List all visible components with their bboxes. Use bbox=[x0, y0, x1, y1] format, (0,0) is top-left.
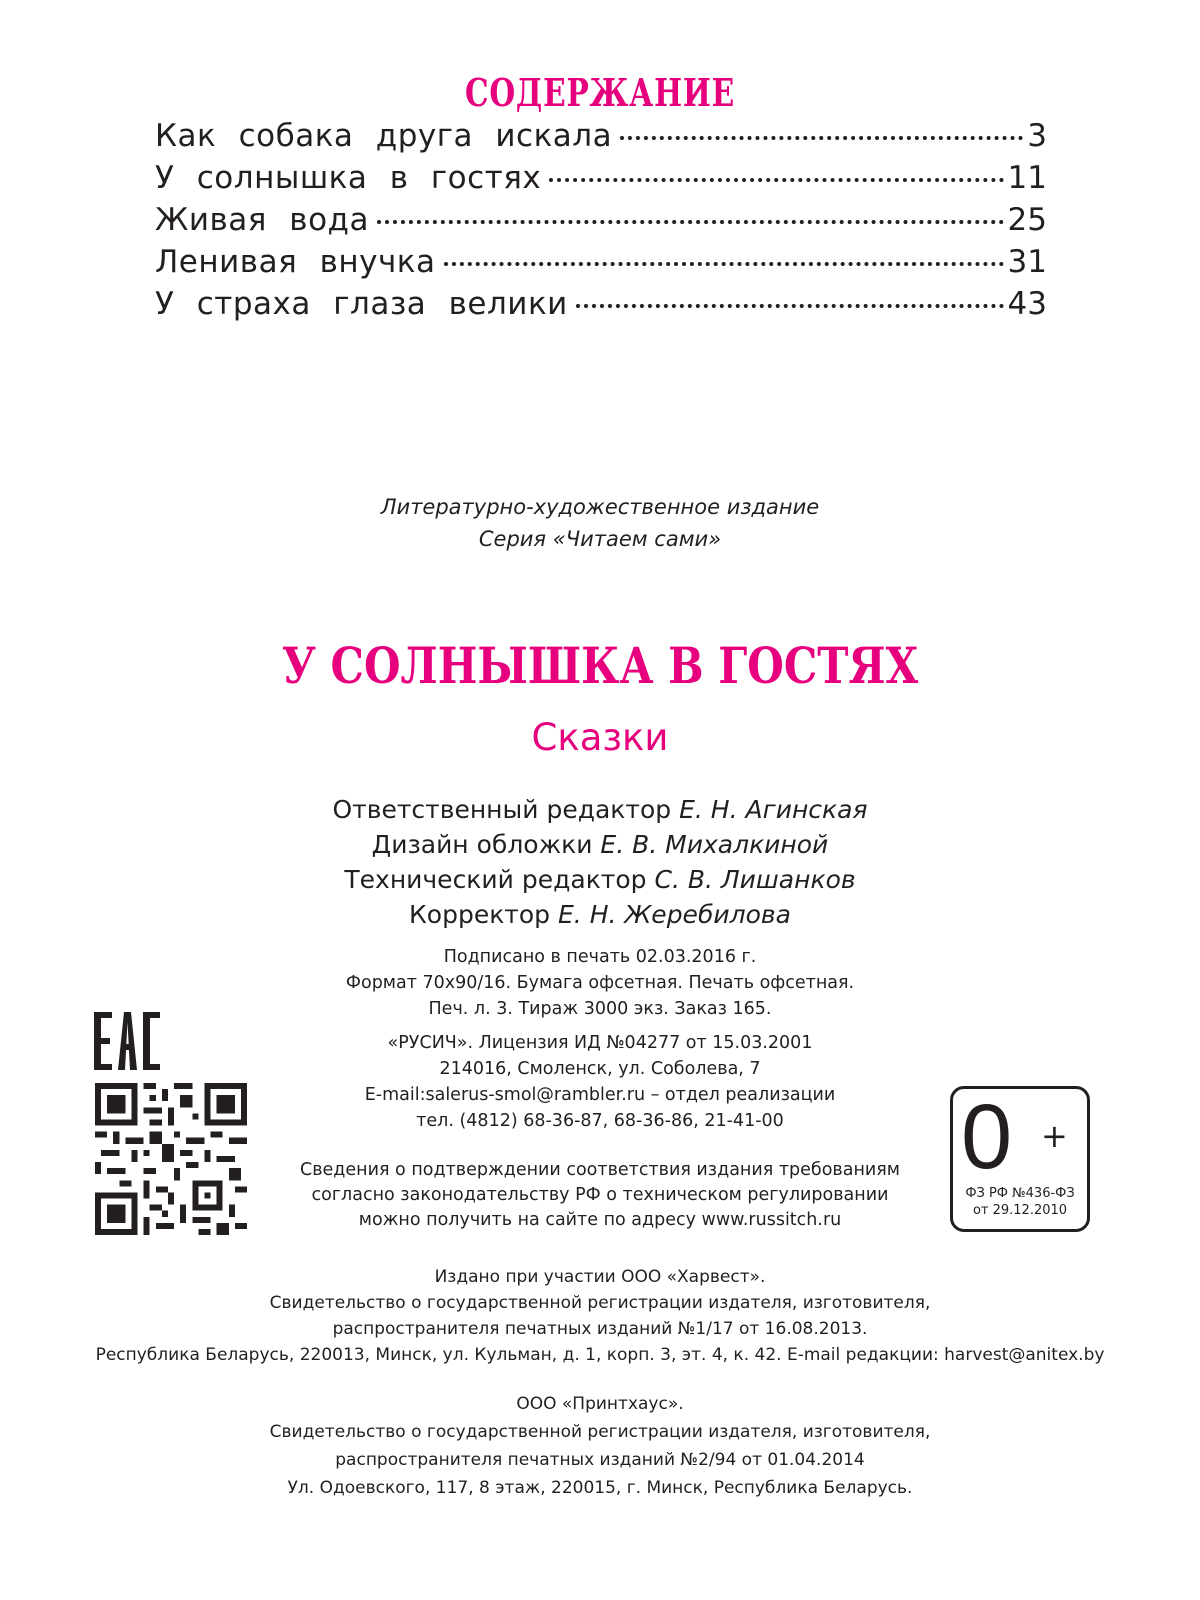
toc-entry[interactable] bbox=[155, 118, 1047, 160]
toc-entry[interactable] bbox=[155, 244, 1047, 286]
toc-entry[interactable] bbox=[155, 202, 1047, 244]
publisher-line: «РУСИЧ». Лицензия ИД №04277 от 15.03.2001 bbox=[387, 1033, 813, 1053]
publisher-line: 214016, Смоленск, ул. Соболева, 7 bbox=[439, 1059, 761, 1079]
credit-person: С. В. Лишанков bbox=[654, 865, 856, 894]
toc-entry-title: У солнышка в гостях bbox=[155, 160, 542, 196]
edition-info bbox=[0, 491, 1200, 555]
print-detail-line: Печ. л. 3. Тираж 3000 экз. Заказ 165. bbox=[428, 999, 772, 1019]
book-subtitle: Сказки bbox=[531, 716, 669, 759]
conformity-line: Сведения о подтверждении соответствия издания требованиям bbox=[299, 1160, 900, 1180]
toc-entry-title: Как собака друга искала bbox=[155, 118, 613, 154]
toc-entry[interactable] bbox=[155, 286, 1047, 328]
credit-role: Дизайн обложки bbox=[371, 830, 601, 859]
toc-entry[interactable] bbox=[155, 160, 1047, 202]
credit-line bbox=[0, 792, 1200, 827]
harvest-line: Издано при участии ООО «Харвест». bbox=[434, 1267, 766, 1287]
credit-line bbox=[0, 827, 1200, 862]
eac-mark-icon bbox=[94, 1012, 160, 1070]
toc-leader-dots bbox=[377, 220, 1004, 224]
toc-entry-title: Живая вода bbox=[155, 202, 369, 238]
publisher-phone-line: тел. (4812) 68-36-87, 68-36-86, 21-41-00 bbox=[416, 1111, 784, 1131]
toc-leader-dots bbox=[549, 178, 1003, 182]
printhouse-line: ООО «Принтхаус». bbox=[516, 1394, 684, 1414]
toc-entry-title: Ленивая внучка bbox=[155, 244, 436, 280]
age-law-date: от 29.12.2010 bbox=[972, 1203, 1068, 1218]
toc-entry-page: 11 bbox=[1007, 160, 1047, 196]
conformity-line: согласно законодательству РФ о техническом регулировании bbox=[311, 1185, 889, 1205]
print-detail-line: Формат 70х90/16. Бумага офсетная. Печать офсетная. bbox=[345, 973, 855, 993]
credit-role: Технический редактор bbox=[344, 865, 655, 894]
conformity-website-line[interactable]: можно получить на сайте по адресу www.russitch.ru bbox=[358, 1210, 842, 1230]
harvest-address-line[interactable]: Республика Беларусь, 220013, Минск, ул. Кульман, д. 1, корп. 3, эт. 4, к. 42. E-mail редакции: harvest@anitex.by bbox=[95, 1345, 1105, 1365]
toc-entry-page: 31 bbox=[1007, 244, 1047, 280]
publisher-email-line[interactable]: E-mail:salerus-smol@rambler.ru – отдел реализации bbox=[364, 1085, 836, 1105]
edition-type: Литературно-художественное издание bbox=[380, 495, 820, 519]
age-rating-value: 0 bbox=[961, 1086, 1013, 1188]
toc-leader-dots bbox=[444, 262, 1004, 266]
series-name: Серия «Читаем сами» bbox=[478, 527, 722, 551]
credit-role: Ответственный редактор bbox=[332, 795, 680, 824]
age-rating-plus: + bbox=[1041, 1117, 1068, 1155]
printhouse-line: Свидетельство о государственной регистрации издателя, изготовителя, bbox=[269, 1422, 931, 1442]
qr-code-icon[interactable] bbox=[95, 1083, 247, 1235]
print-details bbox=[0, 944, 1200, 1022]
toc-entry-title: У страха глаза велики bbox=[155, 286, 568, 322]
toc-leader-dots bbox=[576, 304, 1004, 308]
harvest-line: Свидетельство о государственной регистрации издателя, изготовителя, bbox=[269, 1293, 931, 1313]
credit-line bbox=[0, 862, 1200, 897]
credits-block bbox=[0, 792, 1200, 932]
age-law-number: ФЗ РФ №436-ФЗ bbox=[965, 1186, 1075, 1201]
credit-person: Е. Н. Агинская bbox=[679, 795, 868, 824]
credit-line bbox=[0, 897, 1200, 932]
book-title: У СОЛНЫШКА В ГОСТЯХ bbox=[281, 636, 919, 695]
toc-entry-page: 43 bbox=[1007, 286, 1047, 322]
toc-entry-page: 25 bbox=[1007, 202, 1047, 238]
credit-role: Корректор bbox=[409, 900, 558, 929]
harvest-info bbox=[0, 1264, 1200, 1368]
printhouse-info bbox=[0, 1390, 1200, 1502]
age-rating-badge bbox=[950, 1086, 1090, 1232]
toc-entry-page: 3 bbox=[1027, 118, 1047, 154]
credit-person: Е. Н. Жеребилова bbox=[558, 900, 791, 929]
printhouse-line: распространителя печатных изданий №2/94 от 01.04.2014 bbox=[335, 1450, 865, 1470]
printhouse-line: Ул. Одоевского, 117, 8 этаж, 220015, г. Минск, Республика Беларусь. bbox=[287, 1478, 913, 1498]
credit-person: Е. В. Михалкиной bbox=[600, 830, 829, 859]
contents-heading: СОДЕРЖАНИЕ bbox=[464, 70, 736, 115]
table-of-contents bbox=[155, 118, 1047, 328]
harvest-line: распространителя печатных изданий №1/17 от 16.08.2013. bbox=[332, 1319, 868, 1339]
age-rating-law bbox=[953, 1185, 1087, 1219]
print-detail-line: Подписано в печать 02.03.2016 г. bbox=[443, 947, 757, 967]
toc-leader-dots bbox=[620, 136, 1023, 140]
